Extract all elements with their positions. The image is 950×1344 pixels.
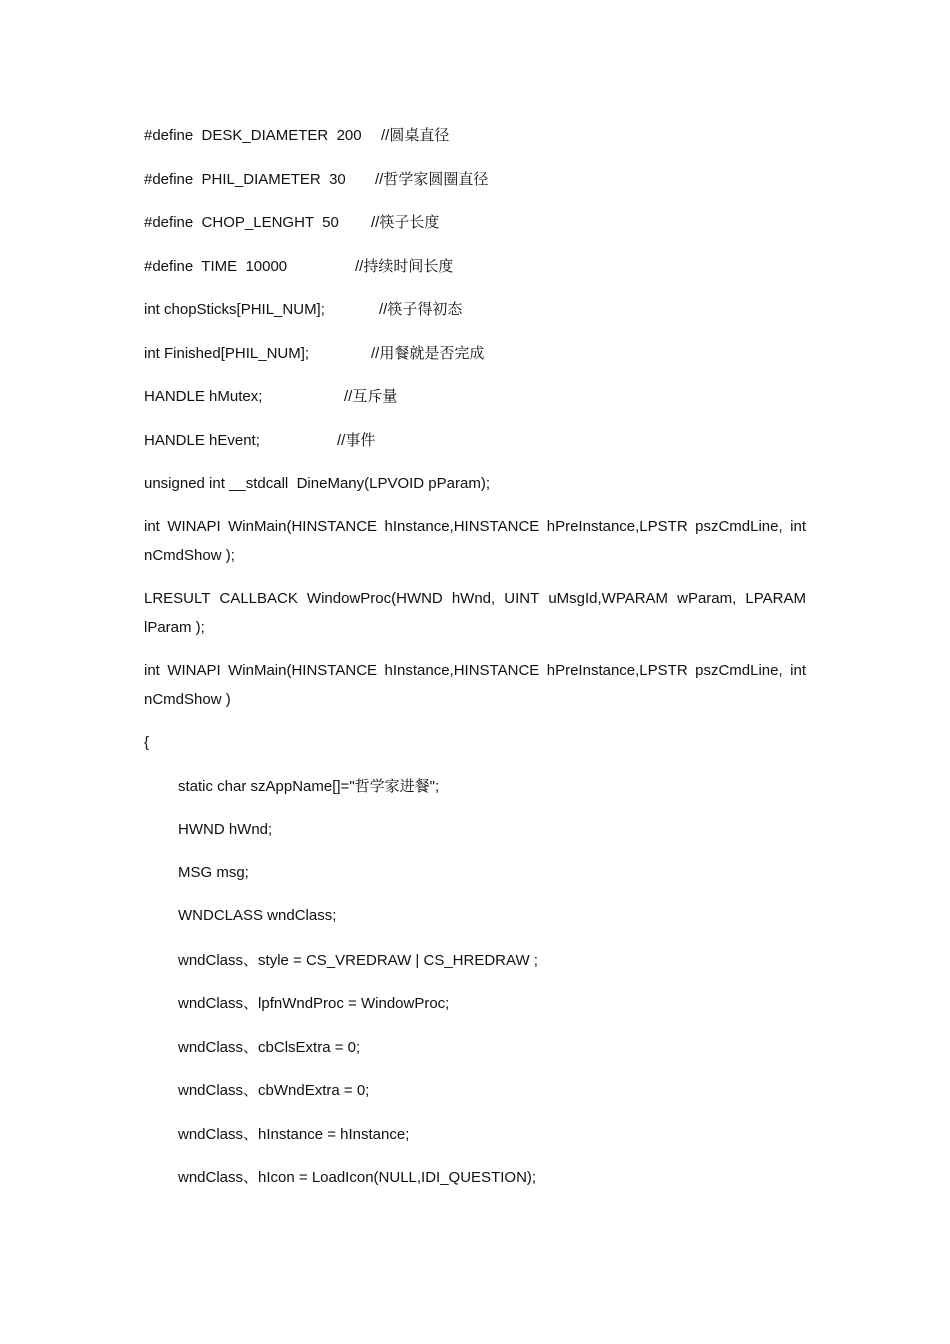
code-word: int (144, 662, 160, 679)
code-word: hInstance,HINSTANCE (384, 662, 540, 679)
body-line: static char szAppName[]="哲学家进餐"; (178, 778, 440, 795)
hevent-comment: //事件 (337, 432, 376, 449)
code-word: hPreInstance,LPSTR (546, 518, 688, 535)
code-word: int (144, 518, 160, 535)
winmain-def-line (144, 656, 806, 685)
define-time-code: #define TIME 10000 (144, 258, 288, 275)
code-word: WinMain(HINSTANCE (228, 662, 378, 679)
define-desk-code: #define DESK_DIAMETER 200 (144, 127, 362, 144)
code-word: int (790, 662, 806, 679)
body-line: wndClass、hInstance = hInstance; (178, 1126, 410, 1143)
hmutex-comment: //互斥量 (344, 388, 398, 405)
windowproc-decl-cont: lParam ); (144, 619, 205, 636)
code-word: hPreInstance,LPSTR (546, 662, 688, 679)
code-word: uMsgId,WPARAM (548, 590, 669, 607)
code-word: hWnd, (451, 590, 496, 607)
winmain-decl-line (144, 512, 806, 541)
define-phil-code: #define PHIL_DIAMETER 30 (144, 171, 346, 188)
body-line: wndClass、cbClsExtra = 0; (178, 1039, 361, 1056)
dinemany-decl: unsigned int __stdcall DineMany(LPVOID pParam); (144, 475, 490, 492)
winmain-decl-cont: nCmdShow ); (144, 547, 235, 564)
chopsticks-code: int chopSticks[PHIL_NUM]; (144, 301, 325, 318)
body-line: MSG msg; (178, 864, 249, 881)
body-line: wndClass、cbWndExtra = 0; (178, 1082, 370, 1099)
code-word: WINAPI (167, 662, 221, 679)
code-word: WinMain(HINSTANCE (228, 518, 378, 535)
code-word: WINAPI (167, 518, 221, 535)
body-line: wndClass、lpfnWndProc = WindowProc; (178, 995, 450, 1012)
define-desk-comment: //圆桌直径 (381, 127, 450, 144)
code-word: LPARAM (745, 590, 806, 607)
code-word: pszCmdLine, (695, 662, 783, 679)
open-brace: { (144, 734, 150, 751)
code-word: int (790, 518, 806, 535)
winmain-def-cont: nCmdShow ) (144, 691, 231, 708)
code-word: pszCmdLine, (695, 518, 783, 535)
finished-code: int Finished[PHIL_NUM]; (144, 345, 310, 362)
define-chop-code: #define CHOP_LENGHT 50 (144, 214, 339, 231)
hevent-code: HANDLE hEvent; (144, 432, 260, 449)
define-phil-comment: //哲学家圆圈直径 (375, 171, 489, 188)
define-time-comment: //持续时间长度 (355, 258, 454, 275)
code-word: UINT (504, 590, 540, 607)
body-line: HWND hWnd; (178, 821, 273, 838)
hmutex-code: HANDLE hMutex; (144, 388, 263, 405)
finished-comment: //用餐就是否完成 (371, 345, 485, 362)
define-chop-comment: //筷子长度 (371, 214, 440, 231)
code-word: wParam, (677, 590, 737, 607)
windowproc-decl-line (144, 584, 806, 613)
body-line: wndClass、style = CS_VREDRAW | CS_HREDRAW ; (178, 952, 538, 969)
code-word: LRESULT (144, 590, 211, 607)
body-line: wndClass、hIcon = LoadIcon(NULL,IDI_QUESTION); (178, 1169, 537, 1186)
body-line: WNDCLASS wndClass; (178, 907, 337, 924)
chopsticks-comment: //筷子得初态 (379, 301, 463, 318)
code-word: hInstance,HINSTANCE (384, 518, 540, 535)
code-word: CALLBACK (219, 590, 298, 607)
code-word: WindowProc(HWND (306, 590, 443, 607)
